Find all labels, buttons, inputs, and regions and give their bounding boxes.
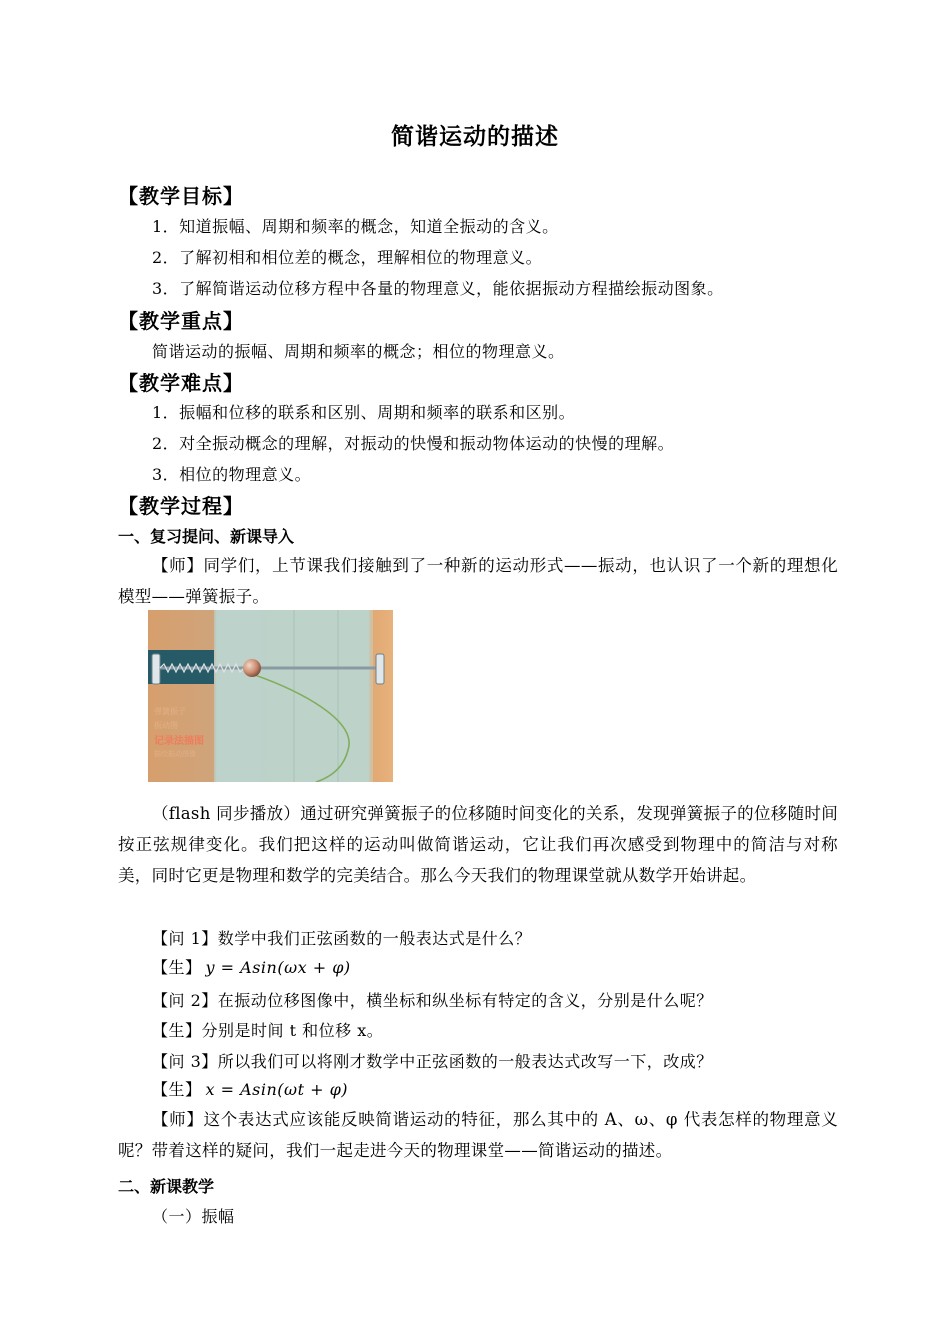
goal-item-2: 2．了解初相和相位差的概念，理解相位的物理意义。 [152,248,543,267]
figure-label: 记录法描图 [154,736,204,747]
svg-text:弹簧振子: 弹簧振子 [154,707,186,716]
difficult-item-3: 3．相位的物理意义。 [152,465,312,484]
answer-1-prefix: 【生】 [152,958,202,977]
question-3: 【问 3】所以我们可以将刚才数学中正弦函数的一般表达式改写一下，改成？ [152,1052,713,1071]
heading-teaching-key: 【教学重点】 [118,309,244,333]
answer-1 [152,955,351,978]
answer-3-prefix: 【生】 [152,1080,202,1099]
part2-title: 二、新课教学 [118,1177,215,1196]
svg-text:描绘振动图像: 描绘振动图像 [154,750,196,758]
goal-item-1: 1．知道振幅、周期和频率的概念，知道全振动的含义。 [152,217,559,236]
key-text: 简谐运动的振幅、周期和频率的概念；相位的物理意义。 [152,342,565,361]
goal-item-3: 3．了解简谐运动位移方程中各量的物理意义，能依据振动方程描绘振动图象。 [152,279,724,298]
heading-teaching-difficult: 【教学难点】 [118,371,244,395]
intro-paragraph: 【师】同学们，上节课我们接触到了一种新的运动形式——振动，也认识了一个新的理想化模型——弹簧振子。 [118,556,838,606]
answer-3 [152,1077,348,1100]
heading-teaching-process: 【教学过程】 [118,494,244,518]
difficult-item-1: 1．振幅和位移的联系和区别、周期和频率的联系和区别。 [152,403,576,422]
answer-1-formula: y = Asin(ωx + φ) [205,958,351,977]
svg-text:振动图: 振动图 [154,721,178,730]
after-figure-paragraph: （flash 同步播放）通过研究弹簧振子的位移随时间变化的关系，发现弹簧振子的位移随时间按正弦规律变化。我们把这样的运动叫做简谐运动，它让我们再次感受到物理中的简洁与对称美，同时它更是物理和数学的完美结合。那么今天我们的物理课堂就从数学开始讲起。 [118,804,838,885]
spring-oscillator-image [148,610,393,782]
heading-teaching-goals: 【教学目标】 [118,184,244,208]
question-2: 【问 2】在振动位移图像中，横坐标和纵坐标有特定的含义，分别是什么呢？ [152,991,713,1010]
part2-subtitle: （一）振幅 [152,1207,235,1226]
answer-3-formula: x = Asin(ωt + φ) [205,1080,349,1099]
answer-2: 【生】分别是时间 t 和位移 x。 [152,1021,384,1040]
page-title: 简谐运动的描述 [391,124,559,150]
question-1: 【问 1】数学中我们正弦函数的一般表达式是什么？ [152,929,532,948]
teacher-paragraph-2: 【师】这个表达式应该能反映简谐运动的特征，那么其中的 A、ω、φ 代表怎样的物理意义呢？带着这样的疑问，我们一起走进今天的物理课堂——简谐运动的描述。 [118,1110,838,1160]
spring-oscillator-figure [148,610,393,782]
difficult-item-2: 2．对全振动概念的理解，对振动的快慢和振动物体运动的快慢的理解。 [152,434,675,453]
part1-title: 一、复习提问、新课导入 [118,527,295,546]
